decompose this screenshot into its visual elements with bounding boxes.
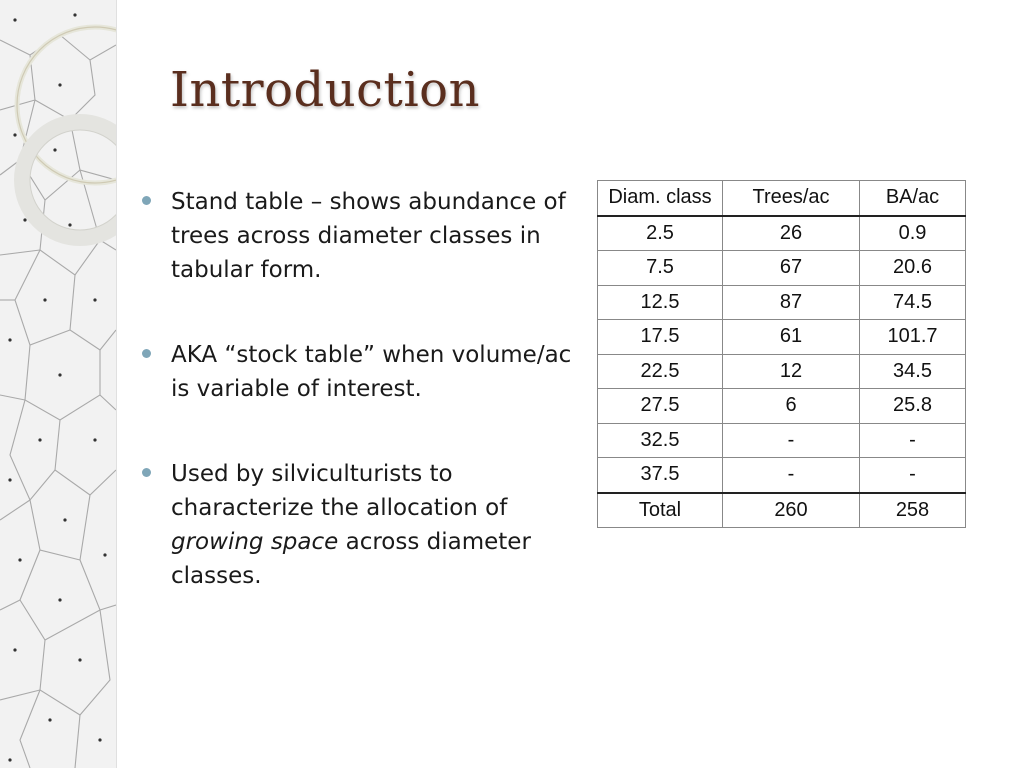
table-row xyxy=(598,285,966,320)
header-diam-class: Diam. class xyxy=(598,181,723,216)
bullet-dot-icon xyxy=(142,349,151,358)
table-row xyxy=(598,216,966,251)
header-trees-ac: Trees/ac xyxy=(723,181,860,216)
bullet-dot-icon xyxy=(142,468,151,477)
cell-trees-ac: 67 xyxy=(723,251,860,286)
table-total-row xyxy=(598,493,966,528)
bullet-item-stand-table xyxy=(140,185,580,287)
bullet-text: Stand table – shows abundance of trees across diameter classes in tabular form. xyxy=(171,189,566,283)
cell-diam-class: 32.5 xyxy=(598,423,723,458)
bullet-text-emphasis: growing space xyxy=(171,529,339,555)
bullet-dot-icon xyxy=(142,196,151,205)
cell-trees-ac: 26 xyxy=(723,216,860,251)
cell-ba-ac: 25.8 xyxy=(860,389,966,424)
table-header-row xyxy=(598,181,966,216)
voronoi-pattern-icon xyxy=(0,0,116,768)
cell-diam-class: 2.5 xyxy=(598,216,723,251)
cell-trees-ac: - xyxy=(723,423,860,458)
cell-trees-ac: 6 xyxy=(723,389,860,424)
table-row xyxy=(598,354,966,389)
header-ba-ac: BA/ac xyxy=(860,181,966,216)
total-label: Total xyxy=(598,493,723,528)
total-trees-ac: 260 xyxy=(723,493,860,528)
table-row xyxy=(598,251,966,286)
slide-title: Introduction xyxy=(170,62,480,118)
cell-diam-class: 37.5 xyxy=(598,458,723,493)
cell-trees-ac: 87 xyxy=(723,285,860,320)
cell-ba-ac: 34.5 xyxy=(860,354,966,389)
cell-diam-class: 7.5 xyxy=(598,251,723,286)
cell-ba-ac: 20.6 xyxy=(860,251,966,286)
bullet-item-stock-table xyxy=(140,338,580,406)
bullet-text-part: across diameter classes. xyxy=(171,529,531,589)
cell-ba-ac: 101.7 xyxy=(860,320,966,355)
decorative-side-panel xyxy=(0,0,117,768)
bullet-list xyxy=(140,185,580,644)
table-row xyxy=(598,458,966,493)
bullet-text-part: Used by silviculturists to characterize the allocation of xyxy=(171,461,508,521)
table-row xyxy=(598,320,966,355)
table-row xyxy=(598,423,966,458)
cell-diam-class: 27.5 xyxy=(598,389,723,424)
cell-ba-ac: 74.5 xyxy=(860,285,966,320)
cell-trees-ac: 12 xyxy=(723,354,860,389)
stand-table xyxy=(597,180,966,528)
cell-ba-ac: - xyxy=(860,458,966,493)
cell-ba-ac: 0.9 xyxy=(860,216,966,251)
bullet-text: AKA “stock table” when volume/ac is variable of interest. xyxy=(171,342,572,402)
cell-trees-ac: - xyxy=(723,458,860,493)
cell-diam-class: 12.5 xyxy=(598,285,723,320)
cell-trees-ac: 61 xyxy=(723,320,860,355)
total-ba-ac: 258 xyxy=(860,493,966,528)
bullet-item-silviculturists xyxy=(140,457,580,593)
cell-diam-class: 22.5 xyxy=(598,354,723,389)
cell-diam-class: 17.5 xyxy=(598,320,723,355)
cell-ba-ac: - xyxy=(860,423,966,458)
table-row xyxy=(598,389,966,424)
